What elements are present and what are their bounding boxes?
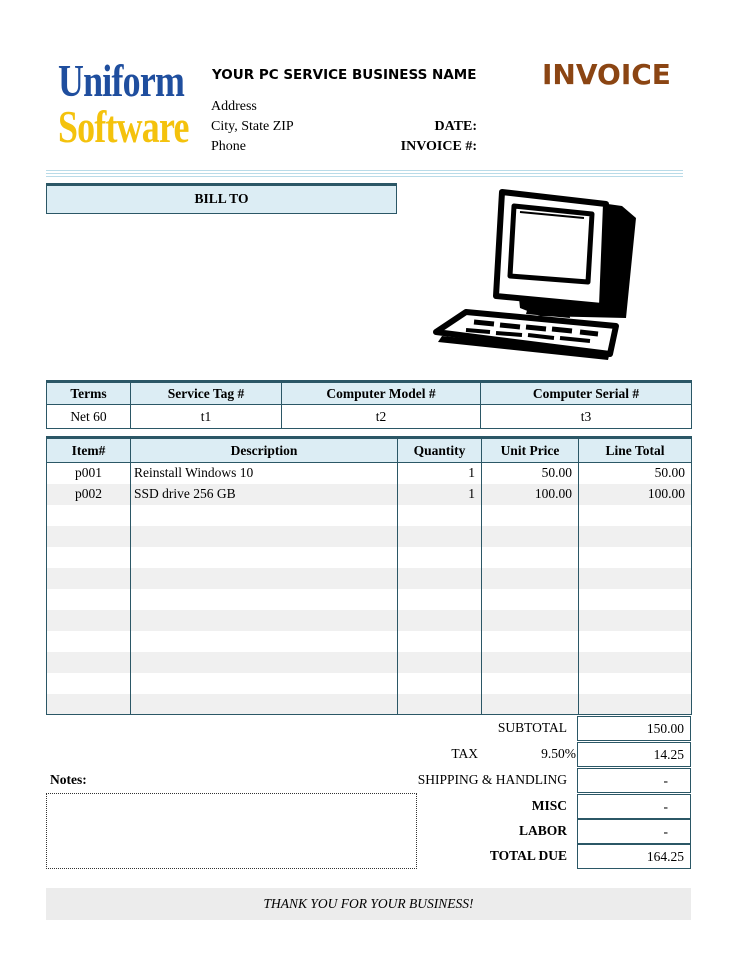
shipping-value: - <box>577 768 691 793</box>
description-cell <box>131 673 398 694</box>
unit-price-cell <box>482 568 579 589</box>
line-total-cell <box>579 589 692 610</box>
notes-box[interactable] <box>46 793 417 869</box>
quantity-cell <box>398 610 482 631</box>
company-name: YOUR PC SERVICE BUSINESS NAME <box>212 67 477 83</box>
quantity-cell: 1 <box>398 463 482 484</box>
items-header-cell: Line Total <box>579 438 692 463</box>
table-row-empty <box>47 694 692 715</box>
tax-value: 14.25 <box>577 742 691 767</box>
header-divider-2 <box>46 173 683 174</box>
misc-label: MISC <box>531 798 567 813</box>
table-row-empty <box>47 547 692 568</box>
item-number-cell <box>47 526 131 547</box>
unit-price-cell <box>482 652 579 673</box>
description-cell <box>131 652 398 673</box>
logo-text-software: Software <box>58 101 189 152</box>
line-total-cell <box>579 652 692 673</box>
misc-value: - <box>577 794 691 819</box>
line-total-cell <box>579 526 692 547</box>
item-number-cell <box>47 547 131 568</box>
line-total-cell <box>579 610 692 631</box>
shipping-label: SHIPPING & HANDLING <box>417 772 567 787</box>
line-total-cell: 50.00 <box>579 463 692 484</box>
item-number-cell <box>47 631 131 652</box>
terms-value-cell: Net 60 <box>47 405 131 429</box>
quantity-cell <box>398 505 482 526</box>
item-number-cell <box>47 610 131 631</box>
date-label: DATE: <box>434 119 477 134</box>
quantity-cell <box>398 694 482 715</box>
description-cell: SSD drive 256 GB <box>131 484 398 505</box>
description-cell <box>131 694 398 715</box>
labor-label: LABOR <box>518 823 567 838</box>
item-number-cell <box>47 694 131 715</box>
company-city-state-zip: City, State ZIP <box>211 119 294 134</box>
notes-label: Notes: <box>50 772 87 787</box>
terms-value-row <box>47 405 692 429</box>
line-total-cell <box>579 505 692 526</box>
table-row-empty <box>47 610 692 631</box>
line-total-cell <box>579 631 692 652</box>
header-divider-1 <box>46 170 683 171</box>
table-row-empty <box>47 631 692 652</box>
total-due-label: TOTAL DUE <box>489 848 567 863</box>
unit-price-cell <box>482 610 579 631</box>
table-row <box>47 463 692 484</box>
table-row <box>47 484 692 505</box>
unit-price-cell <box>482 589 579 610</box>
line-total-cell <box>579 547 692 568</box>
description-cell <box>131 589 398 610</box>
items-header-cell: Quantity <box>398 438 482 463</box>
quantity-cell <box>398 631 482 652</box>
unit-price-cell <box>482 694 579 715</box>
description-cell <box>131 631 398 652</box>
company-address: Address <box>211 99 257 114</box>
items-table <box>46 436 692 715</box>
quantity-cell: 1 <box>398 484 482 505</box>
table-row-empty <box>47 589 692 610</box>
total-due-value: 164.25 <box>577 844 691 869</box>
line-total-cell <box>579 568 692 589</box>
description-cell: Reinstall Windows 10 <box>131 463 398 484</box>
item-number-cell <box>47 505 131 526</box>
terms-value-cell: t3 <box>481 405 692 429</box>
item-number-cell <box>47 673 131 694</box>
unit-price-cell <box>482 673 579 694</box>
labor-value: - <box>577 819 691 844</box>
invoice-number-label: INVOICE #: <box>400 139 477 154</box>
header-divider-3 <box>46 176 683 177</box>
table-row-empty <box>47 505 692 526</box>
item-number-cell: p001 <box>47 463 131 484</box>
item-number-cell <box>47 568 131 589</box>
unit-price-cell <box>482 547 579 568</box>
quantity-cell <box>398 652 482 673</box>
tax-rate: 9.50% <box>541 746 576 761</box>
table-row-empty <box>47 526 692 547</box>
tax-label: TAX <box>451 746 478 761</box>
unit-price-cell: 100.00 <box>482 484 579 505</box>
item-number-cell <box>47 589 131 610</box>
quantity-cell <box>398 568 482 589</box>
line-total-cell <box>579 673 692 694</box>
computer-icon <box>430 186 640 368</box>
items-header-cell: Unit Price <box>482 438 579 463</box>
line-total-cell <box>579 694 692 715</box>
items-header-row <box>47 438 692 463</box>
terms-header-cell: Service Tag # <box>131 382 282 405</box>
footer-message: THANK YOU FOR YOUR BUSINESS! <box>46 888 691 920</box>
items-header-cell: Item# <box>47 438 131 463</box>
subtotal-value: 150.00 <box>577 716 691 741</box>
quantity-cell <box>398 589 482 610</box>
item-number-cell <box>47 652 131 673</box>
invoice-title: INVOICE <box>542 58 671 91</box>
line-total-cell: 100.00 <box>579 484 692 505</box>
subtotal-label: SUBTOTAL <box>497 720 567 735</box>
terms-value-cell: t1 <box>131 405 282 429</box>
unit-price-cell <box>482 631 579 652</box>
terms-value-cell: t2 <box>282 405 481 429</box>
logo-text-uniform: Uniform <box>58 55 185 106</box>
description-cell <box>131 547 398 568</box>
description-cell <box>131 505 398 526</box>
quantity-cell <box>398 673 482 694</box>
unit-price-cell: 50.00 <box>482 463 579 484</box>
company-phone: Phone <box>211 139 246 154</box>
unit-price-cell <box>482 505 579 526</box>
terms-table <box>46 380 692 429</box>
table-row-empty <box>47 568 692 589</box>
unit-price-cell <box>482 526 579 547</box>
terms-header-cell: Terms <box>47 382 131 405</box>
table-row-empty <box>47 652 692 673</box>
bill-to-header: BILL TO <box>46 183 397 214</box>
description-cell <box>131 568 398 589</box>
quantity-cell <box>398 547 482 568</box>
item-number-cell: p002 <box>47 484 131 505</box>
terms-header-cell: Computer Serial # <box>481 382 692 405</box>
table-row-empty <box>47 673 692 694</box>
items-header-cell: Description <box>131 438 398 463</box>
terms-header-cell: Computer Model # <box>282 382 481 405</box>
quantity-cell <box>398 526 482 547</box>
terms-header-row <box>47 382 692 405</box>
description-cell <box>131 526 398 547</box>
description-cell <box>131 610 398 631</box>
